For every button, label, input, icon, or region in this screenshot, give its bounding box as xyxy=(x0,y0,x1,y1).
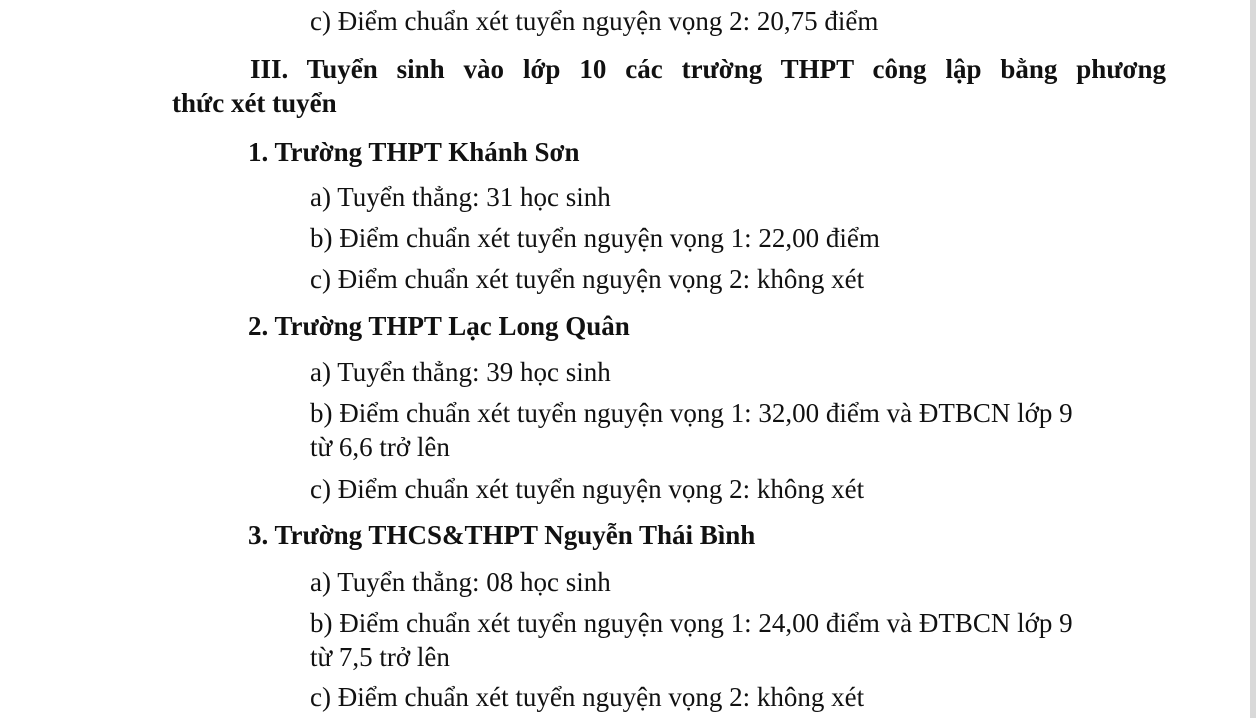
school-1-item-b: b) Điểm chuẩn xét tuyển nguyện vọng 1: 22,00 điểm xyxy=(310,223,880,253)
school-1-item-c: c) Điểm chuẩn xét tuyển nguyện vọng 2: không xét xyxy=(310,264,865,294)
section-heading-line1: III. Tuyển sinh vào lớp 10 các trường THPT công lập bằng phương xyxy=(250,54,1166,84)
school-2-item-a: a) Tuyển thẳng: 39 học sinh xyxy=(310,357,611,387)
school-2-item-c: c) Điểm chuẩn xét tuyển nguyện vọng 2: không xét xyxy=(310,474,865,504)
section-heading xyxy=(172,52,1166,120)
school-3-item-c: c) Điểm chuẩn xét tuyển nguyện vọng 2: không xét xyxy=(310,682,865,712)
school-3-item-a: a) Tuyển thẳng: 08 học sinh xyxy=(310,567,611,597)
previous-item-c: c) Điểm chuẩn xét tuyển nguyện vọng 2: 20,75 điểm xyxy=(310,6,879,36)
school-2-title: 2. Trường THPT Lạc Long Quân xyxy=(248,311,630,341)
school-3-item-b-line2: từ 7,5 trở lên xyxy=(310,642,450,672)
school-3-item-b-line1: b) Điểm chuẩn xét tuyển nguyện vọng 1: 24,00 điểm và ĐTBCN lớp 9 xyxy=(310,608,1073,638)
section-heading-line2: thức xét tuyển xyxy=(172,88,337,118)
school-2-item-b-line2: từ 6,6 trở lên xyxy=(310,432,450,462)
school-1-title: 1. Trường THPT Khánh Sơn xyxy=(248,137,580,167)
page-edge-shadow xyxy=(1250,0,1256,718)
school-3-title: 3. Trường THCS&THPT Nguyễn Thái Bình xyxy=(248,520,756,550)
school-1-item-a: a) Tuyển thẳng: 31 học sinh xyxy=(310,182,611,212)
school-2-item-b-line1: b) Điểm chuẩn xét tuyển nguyện vọng 1: 32,00 điểm và ĐTBCN lớp 9 xyxy=(310,398,1073,428)
